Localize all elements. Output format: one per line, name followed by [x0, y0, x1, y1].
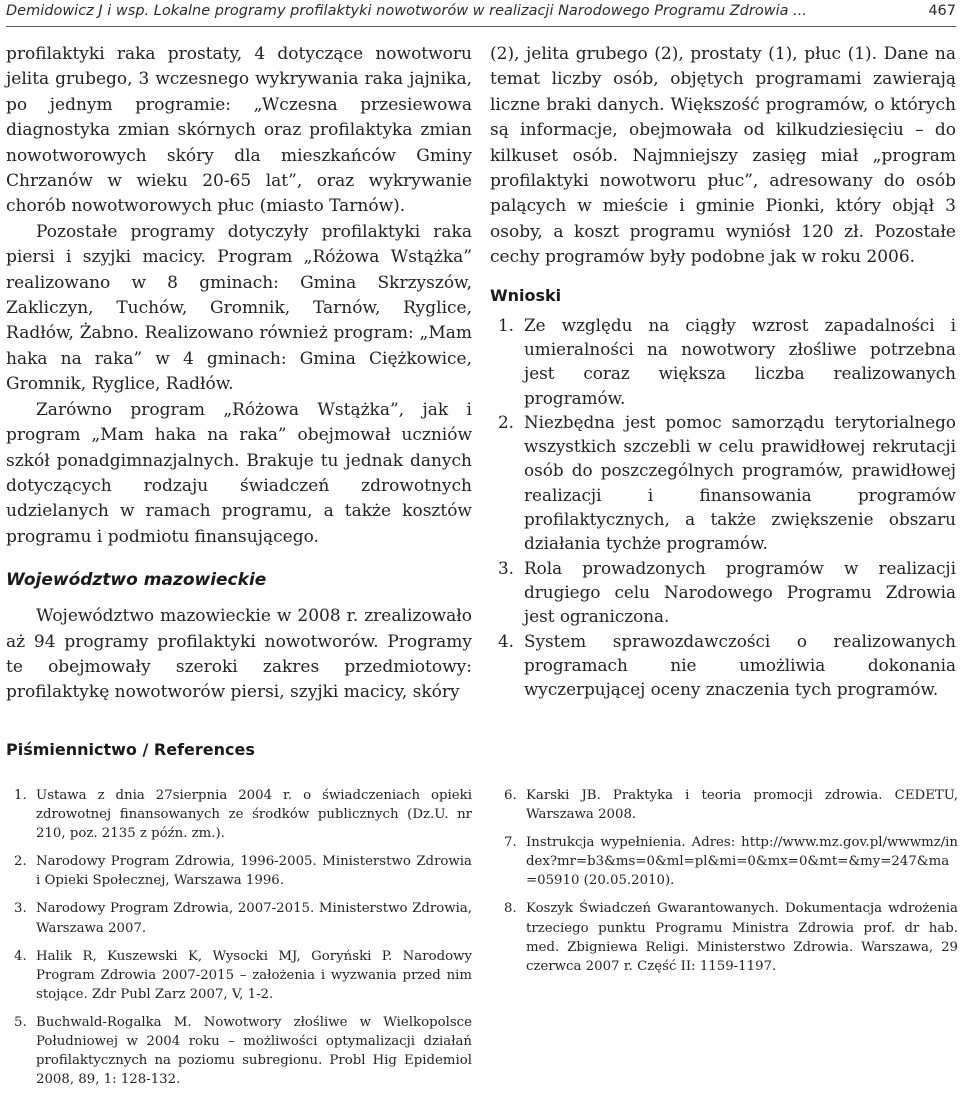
reference-item: 5. Buchwald-Rogalka M. Nowotwory złośliwe w Wielkopolsce Południowej w 2004 roku – możliwości optymalizacji działań profilaktycznych na poziomu subregionu. Probl Hig Epidemiol 2008, 89, 1: 128-132.: [14, 1014, 472, 1088]
reference-item: 3. Narodowy Program Zdrowia, 2007-2015. Ministerstwo Zdrowia, Warszawa 2007.: [14, 901, 472, 936]
running-header: [6, 0, 956, 27]
reference-item: 8. Koszyk Świadczeń Gwarantowanych. Dokumentacja wdrożenia trzeciego punktu Programu Ministra Zdrowia prof. dr hab. med. Zbigniewa Religi. Ministerstwo Zdrowia. Warszawa, 29 czerwca 2007 r. Część II: 1159-1197.: [504, 901, 958, 974]
reference-item: 2. Narodowy Program Zdrowia, 1996-2005. Ministerstwo Zdrowia i Opieki Społecznej, Warszawa 1996.: [14, 854, 472, 889]
reference-item: 6. Karski JB. Praktyka i teoria promocji zdrowia. CEDETU, Warszawa 2008.: [504, 788, 958, 823]
references-right: [496, 786, 958, 985]
running-title: Demidowicz J i wsp. Lokalne programy profilaktyki nowotworów w realizacji Narodowego Programu Zdrowia ...: [6, 3, 807, 19]
conclusions-heading: Wnioski: [490, 285, 562, 305]
paragraph: Zarówno program „Różowa Wstążka”, jak i program „Mam haka na raka” obejmował uczniów szkół ponadgimnazjalnych. Brakuje tu jednak danych dotyczących rodzaju świadczeń zdrowotnych udzielanych w ramach programu, a także kosztów programu i podmiotu finansującego.: [6, 399, 472, 547]
paragraph: Pozostałe programy dotyczyły profilaktyki raka piersi i szyjki macicy. Program „Różowa Wstążka” realizowano w 8 gminach: Gmina Skrzyszów, Zakliczyn, Tuchów, Gromnik, Tarnów, Ryglice, Radłów, Żabno. Realizowano również program: „Mam haka na raka” w 4 gminach: Gmina Ciężkowice, Gromnik, Ryglice, Radłów.: [6, 221, 472, 395]
left-column: [6, 42, 472, 706]
conclusions-list: [490, 313, 956, 702]
right-column: [490, 42, 956, 701]
reference-item: 7. Instrukcja wypełnienia. Adres: http://www.mz.gov.pl/wwwmz/index?mr=b3&ms=0&ml=pl&mi=0&mx=0&mt=&my=247&ma=05910 (20.05.2010).: [504, 835, 958, 889]
paragraph: profilaktyki raka prostaty, 4 dotyczące nowotworu jelita grubego, 3 wczesnego wykrywania raka jajnika, po jednym programie: „Wczesna przesiewowa diagnostyka zmian skórnych oraz profilaktyka zmian nowotworowych skóry dla mieszkańców Gminy Chrzanów w wieku 20-65 lat”, oraz wykrywanie chorób nowotworowych płuc (miasto Tarnów).: [6, 44, 472, 217]
conclusion-item: 3. Rola prowadzonych programów w realizacji drugiego celu Narodowego Programu Zdrowia jest ograniczona.: [498, 557, 956, 627]
reference-item: 1. Ustawa z dnia 27sierpnia 2004 r. o świadczeniach opieki zdrowotnej finansowanych ze środków publicznych (Dz.U. nr 210, poz. 2135 z późn. zm.).: [14, 788, 472, 842]
paragraph: (2), jelita grubego (2), prostaty (1), płuc (1). Dane na temat liczby osób, objętych programami zawierają liczne braki danych. Większość programów, o których są informacje, obejmowała od kilkudziesięciu – do kilkuset osób. Najmniejszy zasięg miał „program profilaktyki nowotworu płuc”, adresowany do osób palących w mieście i gminie Pionki, który objął 3 osoby, a koszt programu wyniósł 120 zł. Pozostałe cechy programów były podobne jak w roku 2006.: [490, 44, 956, 268]
conclusion-item: 2. Niezbędna jest pomoc samorządu terytorialnego wszystkich szczebli w celu prawidłowej rekrutacji osób do poszczególnych programów, prawidłowej realizacji i finansowania programów profilaktycznych, a także zwiększenie obszaru działania tychże programów.: [498, 411, 956, 554]
page-number: 467: [928, 3, 956, 19]
conclusion-item: 1. Ze względu na ciągły wzrost zapadalności i umieralności na nowotwory złośliwe potrzebna jest coraz większa liczba realizowanych programów.: [498, 314, 956, 408]
reference-item: 4. Halik R, Kuszewski K, Wysocki MJ, Goryński P. Narodowy Program Zdrowia 2007-2015 – założenia i wyzwania przed nim stojące. Zdr Publ Zarz 2007, V, 1-2.: [14, 948, 472, 1002]
conclusion-item: 4. System sprawozdawczości o realizowanych programach nie umożliwia dokonania wyczerpującej oceny znaczenia tych programów.: [498, 630, 956, 700]
section-heading: Województwo mazowieckie: [6, 570, 267, 591]
references-left: [6, 786, 472, 1098]
references-heading: Piśmiennictwo / References: [6, 740, 255, 759]
paragraph: Województwo mazowieckie w 2008 r. zrealizowało aż 94 programy profilaktyki nowotworów. Programy te obejmowały szeroki zakres przedmiotowy: profilaktykę nowotworów piersi, szyjki macicy, skóry: [6, 606, 472, 703]
